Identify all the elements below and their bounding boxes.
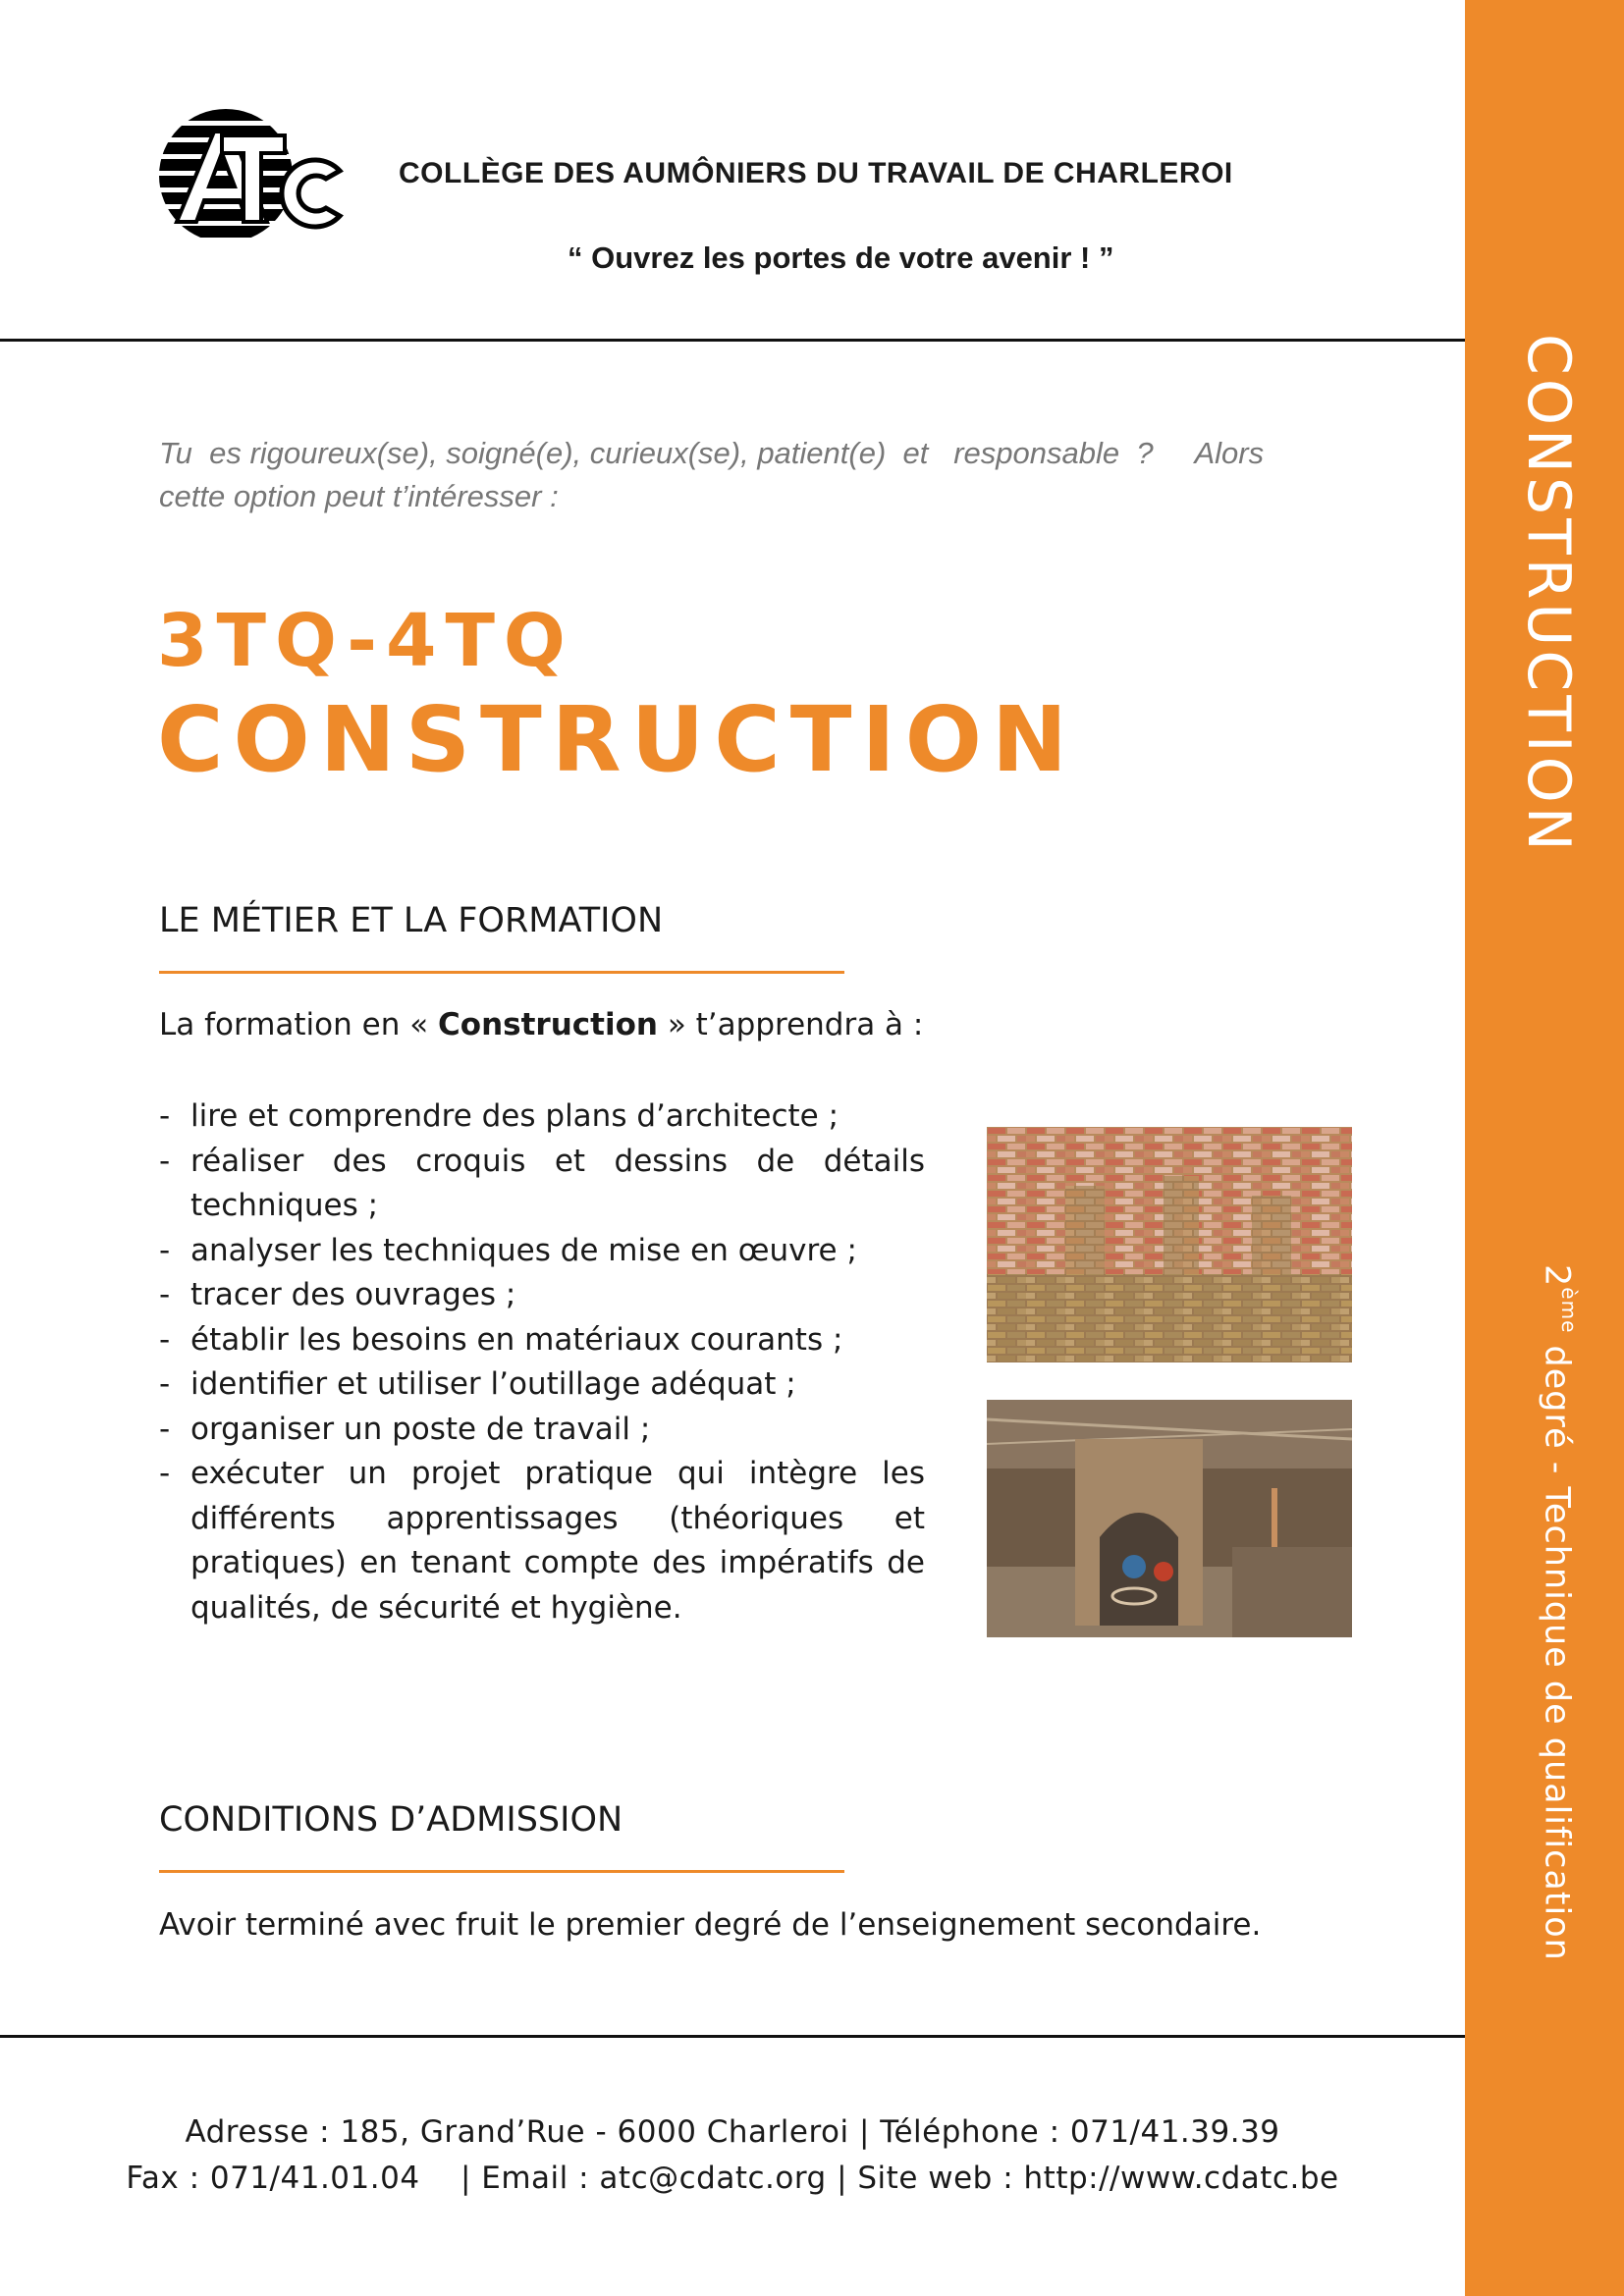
sidebar-degree: 2ème degré - Technique de qualification (1537, 1264, 1581, 1961)
list-item: - établir les besoins en matériaux courants ; (159, 1318, 925, 1363)
title-option: CONSTRUCTION (157, 687, 1077, 792)
list-item: - analyser les techniques de mise en œuvre ; (159, 1229, 925, 1274)
admission-text: Avoir terminé avec fruit le premier degré de l’enseignement secondaire. (159, 1907, 1262, 1943)
sidebar-title: CONSTRUCTION (1514, 334, 1583, 855)
list-item: - lire et comprendre des plans d’architecte ; (159, 1095, 925, 1140)
footer-divider (0, 2035, 1465, 2038)
section-heading-admission: CONDITIONS D’ADMISSION (159, 1800, 623, 1840)
motto: “ Ouvrez les portes de votre avenir ! ” (568, 240, 1114, 275)
atc-logo (157, 106, 348, 245)
list-item: - organiser un poste de travail ; (159, 1408, 925, 1453)
section-underline (159, 1870, 844, 1873)
list-item: - tracer des ouvrages ; (159, 1273, 925, 1318)
brick-wall-photo (987, 1127, 1352, 1362)
college-name: COLLÈGE DES AUMÔNIERS DU TRAVAIL DE CHARLEROI (399, 157, 1233, 189)
skills-list (159, 1095, 925, 1630)
formation-lead: La formation en « Construction » t’apprendra à : (159, 1007, 924, 1042)
header-divider (0, 339, 1465, 342)
section-heading-metier: LE MÉTIER ET LA FORMATION (159, 901, 664, 940)
section-underline (159, 971, 844, 974)
footer-contact: Fax : 071/41.01.04 | Email : atc@cdatc.org | Site web : http://www.cdatc.be (126, 2161, 1339, 2196)
list-item: - identifier et utiliser l’outillage adéquat ; (159, 1362, 925, 1408)
intro-text: Tu es rigoureux(se), soigné(e), curieux(se), patient(e) et responsable ? Alors cette option peut t’intéresser : (159, 436, 1265, 513)
list-item: - exécuter un projet pratique qui intègre les différents apprentissages (théoriques et pratiques) en tenant compte des impératifs de qualités, de sécurité et hygiène. (159, 1452, 925, 1630)
workshop-arch-photo (987, 1400, 1352, 1637)
svg-text:ATC: ATC (157, 106, 159, 107)
list-item: - réaliser des croquis et dessins de détails techniques ; (159, 1140, 925, 1229)
footer-address: Adresse : 185, Grand’Rue - 6000 Charleroi | Téléphone : 071/41.39.39 (185, 2114, 1280, 2150)
title-grades: 3TQ-4TQ (157, 599, 574, 683)
